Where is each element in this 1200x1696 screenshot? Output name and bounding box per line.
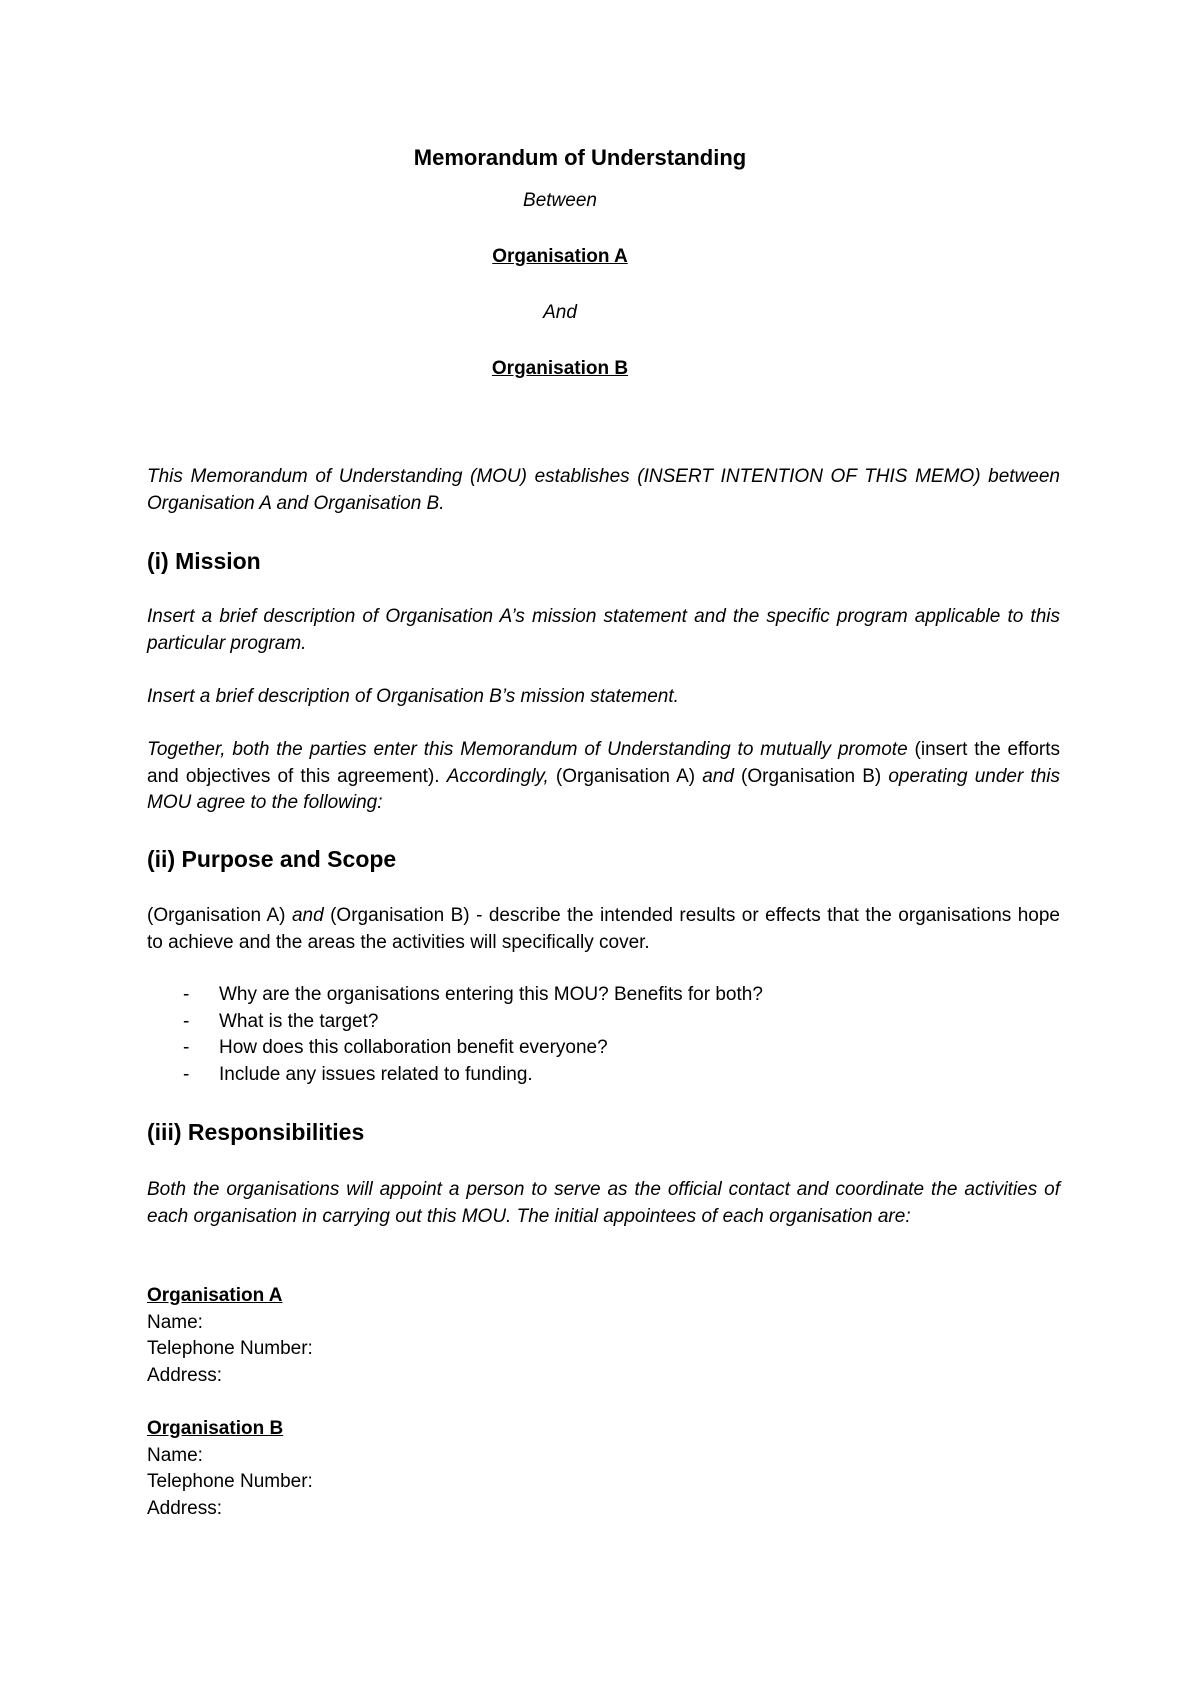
org-a-address-field: Address: xyxy=(147,1364,222,1386)
purpose-bullet-list xyxy=(147,982,1060,1088)
list-item xyxy=(147,982,1060,1009)
mission-p3-part7: operating under this MOU agree to the following: xyxy=(147,765,1061,813)
mission-p3-part5: and xyxy=(702,765,734,787)
bullet-dash: - xyxy=(183,1010,190,1032)
between-label: Between xyxy=(523,190,597,211)
org-b-contact-label: Organisation B xyxy=(147,1418,284,1439)
org-a-phone-field: Telephone Number: xyxy=(147,1338,313,1359)
org-b-phone-field: Telephone Number: xyxy=(147,1471,313,1492)
org-b-title xyxy=(147,356,973,382)
list-item xyxy=(147,1035,1060,1062)
org-a-title xyxy=(147,244,973,270)
org-b-contact-block xyxy=(147,1416,313,1522)
intro-paragraph: This Memorandum of Understanding (MOU) establishes (INSERT INTENTION OF THIS MEMO) between Organisation A and Organisation B. xyxy=(147,466,1060,514)
mission-paragraph-3 xyxy=(147,737,1060,817)
purpose-paragraph xyxy=(147,903,1060,956)
responsibilities-paragraph: Both the organisations will appoint a person to serve as the official contact and coordinate the activities of each organisation in carrying out this MOU. The initial appointees of each organisation are: xyxy=(147,1179,1060,1227)
bullet-dash: - xyxy=(183,984,190,1005)
mission-heading: (i) Mission xyxy=(147,548,261,574)
purpose-p-part2: and xyxy=(291,905,324,926)
org-b-address-field: Address: xyxy=(147,1497,222,1519)
list-item xyxy=(147,1009,1060,1036)
document-page xyxy=(147,0,1060,1696)
bullet-text: What is the target? xyxy=(219,1010,379,1032)
org-a-contact-block xyxy=(147,1283,313,1389)
mission-p3-part6: (Organisation B) xyxy=(733,765,889,787)
document-title: Memorandum of Understanding xyxy=(413,145,747,170)
bullet-text: How does this collaboration benefit everyone? xyxy=(219,1037,608,1058)
org-b-name-field: Name: xyxy=(147,1444,203,1466)
responsibilities-heading: (iii) Responsibilities xyxy=(147,1119,365,1145)
bullet-dash: - xyxy=(183,1063,190,1085)
bullet-text: Why are the organisations entering this MOU? Benefits for both? xyxy=(219,984,763,1005)
purpose-heading: (ii) Purpose and Scope xyxy=(147,846,397,872)
bullet-text: Include any issues related to funding. xyxy=(219,1063,533,1085)
org-b-title-text: Organisation B xyxy=(491,358,629,379)
and-label: And xyxy=(543,302,577,323)
mission-p3-part1: Together, both the parties enter this Memorandum of Understanding to mutually promote xyxy=(147,739,908,760)
org-a-name-field: Name: xyxy=(147,1311,203,1333)
mission-p3-part2: (insert the efforts and objectives of this agreement). xyxy=(147,739,1061,787)
mission-p3-part3: Accordingly, xyxy=(446,765,549,787)
mission-paragraph-1: Insert a brief description of Organisation A’s mission statement and the specific program applicable to this particular program. xyxy=(147,606,1060,654)
list-item xyxy=(147,1062,1060,1089)
org-a-contact-label: Organisation A xyxy=(147,1285,283,1306)
purpose-p-part1: (Organisation A) xyxy=(147,905,292,926)
bullet-dash: - xyxy=(183,1037,190,1058)
purpose-p-part3: (Organisation B) - describe the intended results or effects that the organisations hope to achieve and the areas the activities will specifically cover. xyxy=(147,905,1060,953)
org-a-title-text: Organisation A xyxy=(492,246,628,267)
mission-paragraph-2: Insert a brief description of Organisation B’s mission statement. xyxy=(147,686,679,707)
mission-p3-part4: (Organisation A) xyxy=(548,765,703,787)
